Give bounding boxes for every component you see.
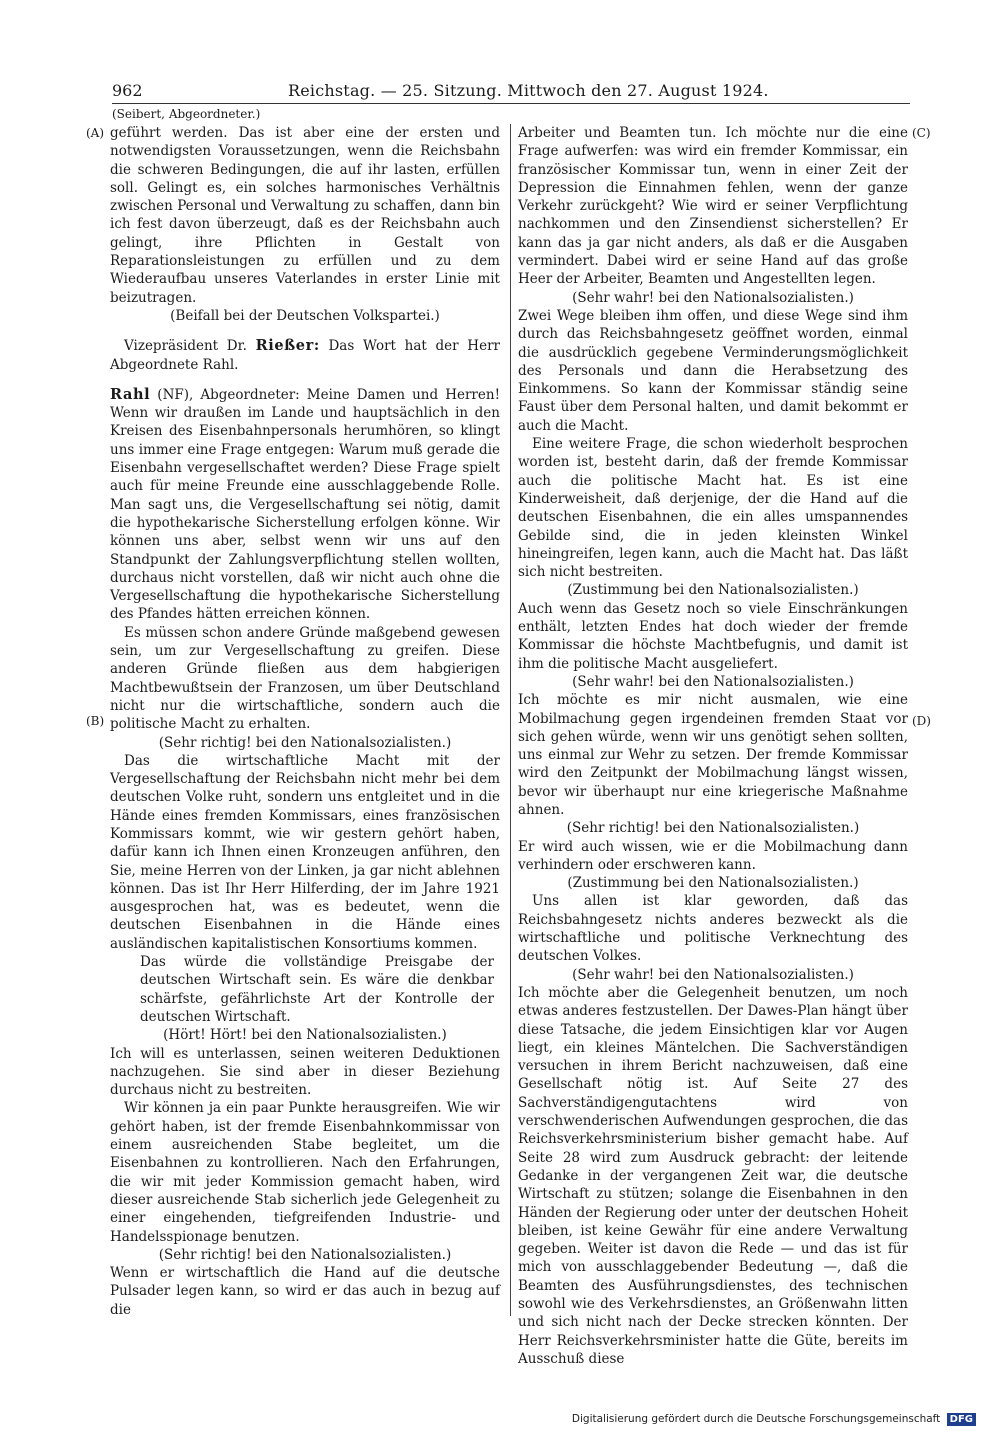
dfg-logo: DFG — [947, 1413, 976, 1426]
paragraph-text: Das Wort hat der Herr Abgeordnete Rahl. — [110, 338, 500, 373]
interjection: (Zustimmung bei den Nationalsozialisten.) — [567, 582, 859, 599]
paragraph — [110, 337, 500, 374]
paragraph: Wir können ja ein paar Punkte herausgreifen. Wie wir gehört haben, ist der fremde Eisenbahnkommissar von einem ausreichenden Stabe begleitet, um die Eisenbahnen zu kontrollieren. Nach den Erfahrungen, die wir mit jeder Kommission gemacht haben, wird dieser ausreichende Stab sicherlich jede Gelegenheit zu einer eingehenden, tiefgreifenden Industrie- und Handelsspionage benutzen. — [110, 1100, 500, 1245]
margin-marker-a: (A) — [86, 126, 105, 140]
paragraph: Das die wirtschaftliche Macht mit der Vergesellschaftung der Reichsbahn nicht mehr bei dem deutschen Volke ruht, sondern uns entgleitet und in die Hände eines fremden Kommissars, eines französischen Kommissars kommt, wie wir gestern gehört haben, dafür kann ich Ihnen einen Kronzeugen anführen, den Sie, meine Herren von der Linken, ja gar nicht ablehnen können. Das ist Ihr Herr Hilferding, der im Jahre 1921 ausgesprochen hat, was es bedeutet, wenn die deutschen Eisenbahnen in die Hände eines ausländischen kapitalistischen Konsortiums kommen. — [110, 752, 500, 952]
paragraph: Ich will es unterlassen, seinen weiteren Deduktionen nachzugehen. Sie sind aber in dieser Beziehung durchaus nicht zu bestreiten. — [110, 1045, 500, 1099]
page-number: 962 — [112, 81, 143, 100]
interjection: (Sehr wahr! bei den Nationalsozialisten.) — [572, 673, 854, 690]
paragraph — [110, 386, 500, 624]
paragraph: Auch wenn das Gesetz noch so viele Einschränkungen enthält, letzten Endes hat doch wieder der fremde Kommissar die höchste Machtbefugnis, und damit ist ihm die politische Macht ausgeliefert. — [518, 600, 908, 672]
paragraph: Ich möchte aber die Gelegenheit benutzen, um noch etwas anderes festzustellen. Der Dawes-Plan hängt über diese Tatsache, die jedem Einsichtigen klar vor Augen liegt, ein kleines Mäntelchen. Die Sachverständigen versuchen in ihrem Bericht nachzuweisen, daß eine Gesellschaft nötig ist. Auf Seite 27 des Sachverständigengutachtens wird von verschwenderischen Aufwendungen gesprochen, die das Reichsverkehrsministerium bisher gemacht habe. Auf Seite 28 wird zum Ausdruck gebracht: der leitende Gedanke in der vergangenen Zeit war, die deutsche Wirtschaft zu stützen; solange die Eisenbahnen in den Händen der Regierung oder unter der deutschen Hoheit bleiben, ist keine Gewähr für eine andere Verwaltung gegeben. Weiter ist davon die Rede — und das ist für mich von ausschlaggebender Bedeutung —, daß die Beamten des Ausführungsdienstes, des technischen sowohl wie des Verkehrsdienstes, an Größenwahn litten und sich nicht nach der Decke strecken könnten. Der Herr Reichsverkehrsminister hatte die Güte, bereits im Ausschuß diese — [518, 984, 908, 1367]
interjection: (Sehr richtig! bei den Nationalsozialisten.) — [158, 734, 452, 751]
column-divider — [510, 124, 511, 1316]
speaker-name: Rießer: — [255, 337, 320, 355]
interjection: (Zustimmung bei den Nationalsozialisten.) — [567, 875, 859, 892]
paragraph: Es müssen schon andere Gründe maßgebend gewesen sein, um zur Vergesellschaftung zu greifen. Diese anderen Gründe fließen aus dem habgierigen Machtbewußtsein der Franzosen, um über Deutschland nicht nur die wirtschaftliche, sondern auch die politische Macht zu erhalten. — [110, 624, 500, 733]
interjection: (Sehr wahr! bei den Nationalsozialisten.) — [572, 966, 854, 983]
paragraph: geführt werden. Das ist aber eine der ersten und notwendigsten Voraussetzungen, wenn die Reichsbahn die schweren Bedingungen, die auf ihr lasten, erfüllen soll. Gelingt es, ein solches harmonisches Verhältnis zwischen Personal und Verwaltung zu schaffen, dann bin ich fest davon überzeugt, daß es der Reichsbahn auch gelingt, ihre Pflichten in Gestalt von Reparationsleistungen zu erfüllen und zu dem Wiederaufbau unseres Vaterlandes in erster Linie mit beizutragen. — [110, 125, 500, 306]
margin-marker-b: (B) — [86, 714, 105, 728]
paragraph: Arbeiter und Beamten tun. Ich möchte nur die eine Frage aufwerfen: was wird ein fremder Kommissar, ein französischer Kommissar tun, wenn in einer Zeit der Depression die Einnahmen fehlen, wenn der ganze Verkehr zurückgeht? Wie wird er seiner Verpflichtung nachkommen und den Zinsendienst sicherstellen? Er kann das ja gar nicht anders, als daß er die Ausgaben vermindert. Dabei wird er seine Hand auf das große Heer der Arbeiter, Beamten und Angestellten legen. — [518, 125, 908, 288]
footer-text: Digitalisierung gefördert durch die Deutsche Forschungsgemeinschaft — [571, 1413, 941, 1425]
speaker-name: Rahl — [110, 385, 151, 403]
paragraph-text: Vizepräsident Dr. — [124, 338, 256, 355]
page-title: Reichstag. — 25. Sitzung. Mittwoch den 27. August 1924. — [288, 81, 769, 100]
interjection: (Sehr wahr! bei den Nationalsozialisten.) — [572, 289, 854, 306]
paragraph-text: (NF), Abgeordneter: Meine Damen und Herren! Wenn wir draußen im Lande und hauptsächlich in den Kreisen des Eisenbahnpersonals herumhören, so klingt uns immer eine Frage entgegen: Warum muß gerade die Eisenbahn vergesellschaftet werden? Diese Frage spielt auch für meine Freunde eine ausschlaggebende Rolle. Man sagt uns, die Vergesellschaftung sei nötig, damit die hypothekarische Sicherstellung erfolgen könne. Wir können uns aber, selbst wenn wir uns auf den Standpunkt der Zahlungsverpflichtung stellen wollten, durchaus nicht vorstellen, daß wir nicht auch ohne die Vergesellschaftung die hypothekarische Sicherstellung des Pfandes hätten erreichen können. — [110, 386, 500, 623]
margin-marker-d: (D) — [912, 714, 931, 728]
header-rule — [112, 103, 910, 104]
left-column — [110, 124, 500, 1318]
interjection: (Sehr richtig! bei den Nationalsozialisten.) — [158, 1246, 452, 1263]
paragraph: Zwei Wege bleiben ihm offen, und diese Wege sind ihm durch das Reichsbahngesetz geöffnet worden, einmal die ausdrücklich gegebene Verminderungsmöglichkeit des Personals und dann die Herabsetzung des Einkommens. So kann der Kommissar ständig seine Faust über dem Personal halten, und damit bekommt er auch die Macht. — [518, 307, 908, 434]
speaker-label: (Seibert, Abgeordneter.) — [112, 107, 261, 121]
paragraph: Ich möchte es mir nicht ausmalen, wie eine Mobilmachung gegen irgendeinen fremden Staat vor sich gehen würde, wenn wir uns genötigt sehen sollten, uns einmal zur Wehr zu setzen. Der fremde Kommissar wird den Zeitpunkt der Mobilmachung längst wissen, bevor wir überhaupt nur eine kriegerische Maßnahme ahnen. — [518, 692, 908, 818]
interjection: (Beifall bei der Deutschen Volkspartei.) — [170, 307, 440, 324]
interjection: (Sehr richtig! bei den Nationalsozialisten.) — [566, 820, 860, 837]
paragraph: Uns allen ist klar geworden, daß das Reichsbahngesetz nichts anderes bezweckt als die wirtschaftliche und politische Verknechtung des deutschen Volkes. — [518, 893, 908, 965]
footer-credit — [572, 1412, 976, 1426]
quotation: Das würde die vollständige Preisgabe der deutschen Wirtschaft sein. Es wäre die denkbar schärfste, gefährlichste Art der Kontrolle der deutschen Wirtschaft. — [140, 954, 494, 1025]
margin-marker-c: (C) — [912, 126, 931, 140]
paragraph: Eine weitere Frage, die schon wiederholt besprochen worden ist, besteht darin, daß der fremde Kommissar auch die politische Macht hat. Es ist eine Kinderweisheit, daß derjenige, der die Hand auf die deutschen Eisenbahnen, die ein alles umspannendes Gebilde sind, die in jeden kleinsten Winkel hineingreifen, legen kann, auch die Macht hat. Das läßt sich nicht bestreiten. — [518, 436, 908, 581]
right-column — [518, 124, 908, 1367]
interjection: (Hört! Hört! bei den Nationalsozialisten.) — [163, 1027, 447, 1044]
paragraph: Wenn er wirtschaftlich die Hand auf die deutsche Pulsader legen kann, so wird er das auch in bezug auf die — [110, 1265, 500, 1318]
page-header — [112, 80, 912, 102]
paragraph: Er wird auch wissen, wie er die Mobilmachung dann verhindern oder erschweren kann. — [518, 838, 908, 873]
